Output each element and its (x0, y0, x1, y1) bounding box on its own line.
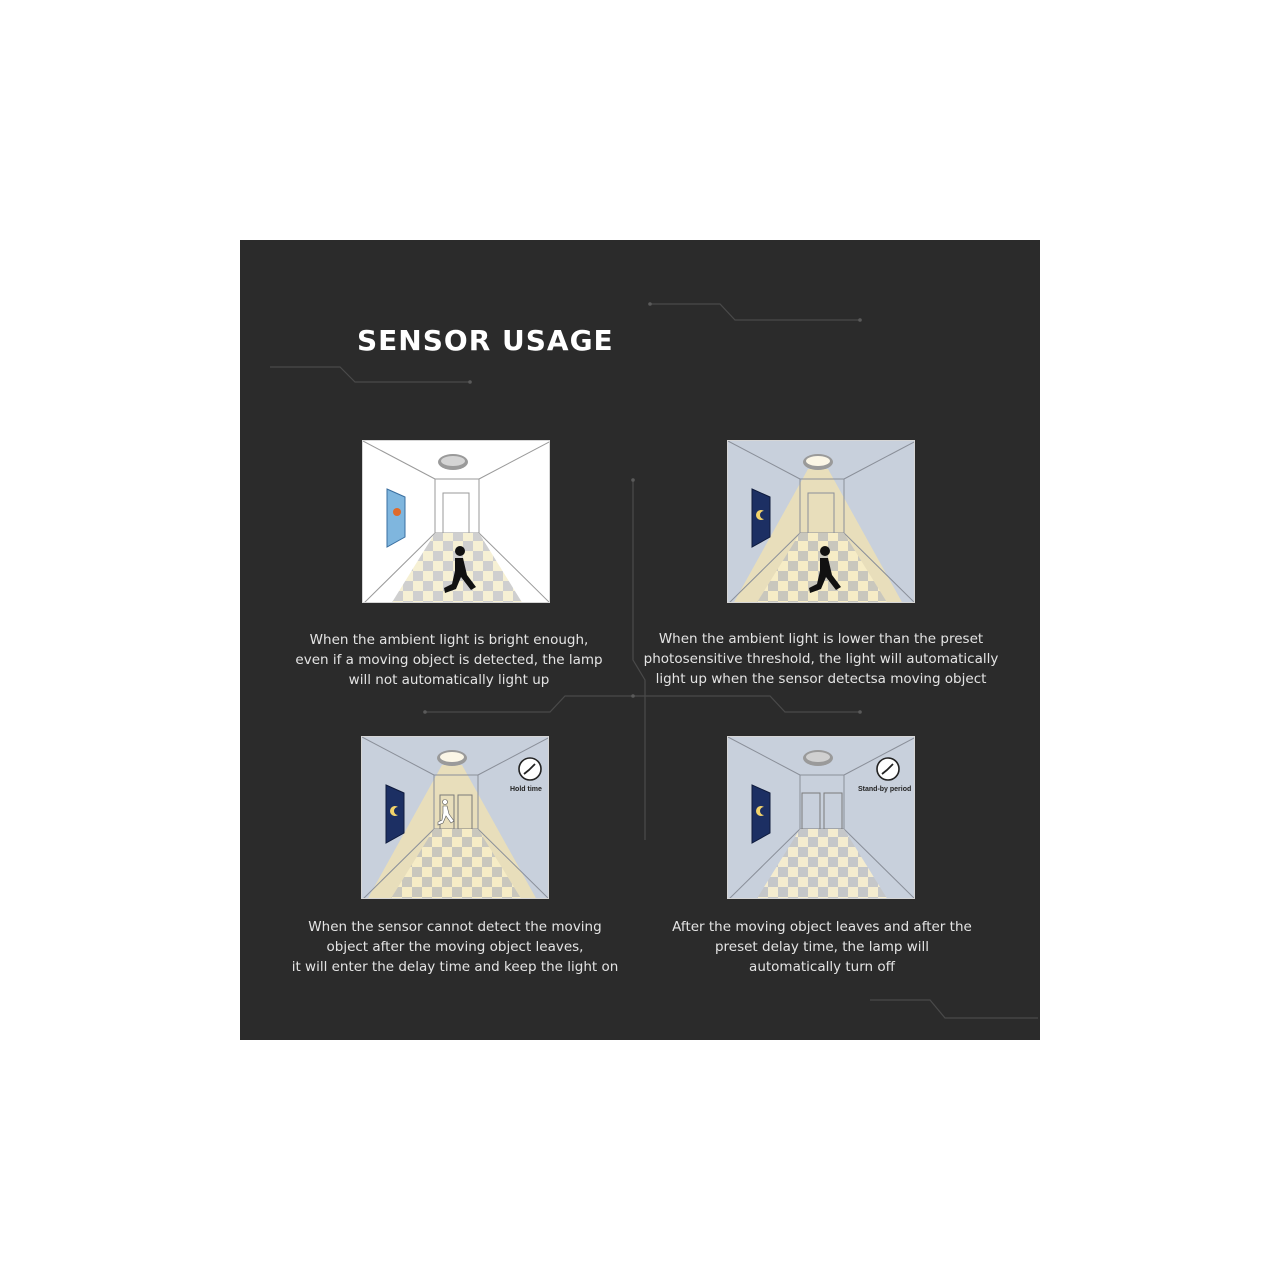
caption-line: preset delay time, the lamp will (714, 939, 930, 955)
scene-standby-caption (642, 917, 1002, 977)
caption-line: it will enter the delay time and keep the light on (291, 959, 619, 975)
caption-line: light up when the sensor detectsa moving object (655, 671, 987, 687)
page-title: SENSOR USAGE (357, 324, 614, 357)
sensor-usage-panel (240, 240, 1040, 1040)
scene-standby-illustration (727, 736, 915, 899)
scene-dark-motion-illustration (727, 440, 915, 603)
scene-hold-illustration (361, 736, 549, 899)
scene-bright-illustration (362, 440, 550, 603)
caption-line: After the moving object leaves and after the (672, 919, 972, 935)
caption-line: When the ambient light is lower than the preset (658, 631, 984, 647)
hold-time-label: Hold time (510, 786, 542, 793)
clock-icon (877, 758, 899, 780)
scene-dark-motion-caption (641, 629, 1001, 689)
caption-line: even if a moving object is detected, the lamp (295, 652, 603, 668)
caption-line: photosensitive threshold, the light will automatically (643, 651, 999, 667)
scene-bright-caption (269, 630, 629, 690)
caption-line: will not automatically light up (348, 672, 550, 688)
caption-line: automatically turn off (749, 959, 895, 975)
caption-line: When the ambient light is bright enough, (309, 632, 589, 648)
caption-line: object after the moving object leaves, (326, 939, 584, 955)
caption-line: When the sensor cannot detect the moving (308, 919, 602, 935)
standby-period-label: Stand-by period (858, 786, 912, 793)
clock-icon (519, 758, 541, 780)
scene-hold-caption (275, 917, 635, 977)
